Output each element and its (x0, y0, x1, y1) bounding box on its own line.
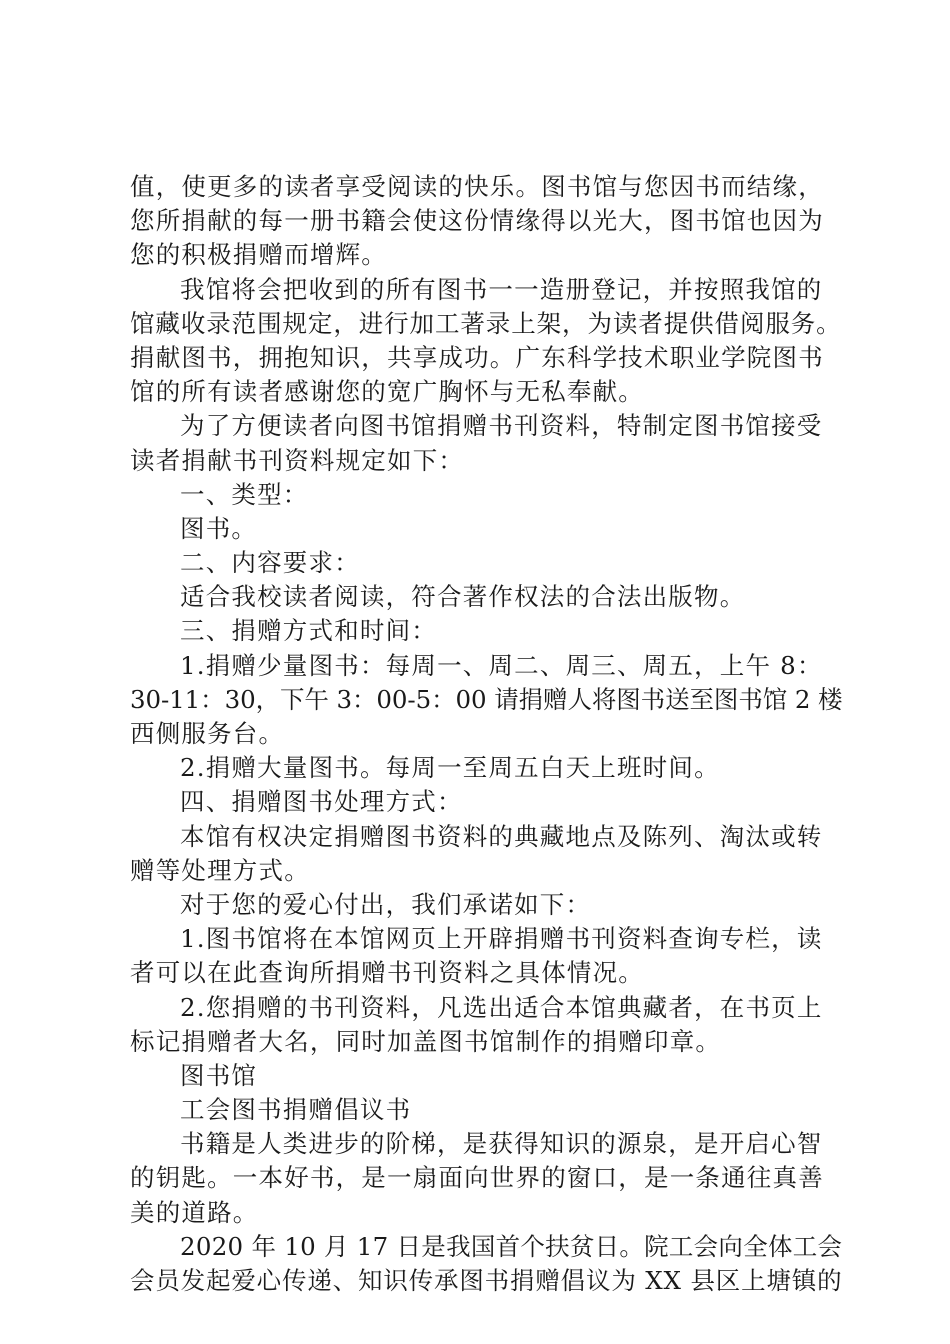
section-heading: 三、捐赠方式和时间： (180, 616, 437, 646)
text-line: 您所捐献的每一册书籍会使这份情缘得以光大，图书馆也因为 (130, 206, 824, 236)
signature-line: 图书馆 (180, 1060, 258, 1090)
text-line: 对于您的爱心付出，我们承诺如下： (180, 889, 592, 919)
list-item: 2.您捐赠的书刊资料，凡选出适合本馆典藏者，在书页上 (180, 992, 823, 1022)
text-line: 本馆有权决定捐赠图书资料的典藏地点及陈列、淘汰或转 (180, 821, 823, 851)
text-line: 我馆将会把收到的所有图书一一造册登记，并按照我馆的 (180, 274, 823, 304)
text-line: 标记捐赠者大名，同时加盖图书馆制作的捐赠印章。 (130, 1026, 722, 1056)
list-item: 1.图书馆将在本馆网页上开辟捐赠书刊资料查询专栏，读 (180, 924, 823, 954)
text-line: 馆的所有读者感谢您的宽广胸怀与无私奉献。 (130, 377, 644, 407)
document-body (130, 170, 843, 1298)
text-line: 您的积极捐赠而增辉。 (130, 240, 387, 270)
text-line: 为了方便读者向图书馆捐赠书刊资料，特制定图书馆接受 (180, 411, 823, 441)
text-line: 2020 年 10 月 17 日是我国首个扶贫日。院工会向全体工会 (180, 1231, 843, 1261)
text-line: 者可以在此查询所捐赠书刊资料之具体情况。 (130, 958, 644, 988)
text-line: 书籍是人类进步的阶梯，是获得知识的源泉，是开启心智 (180, 1129, 823, 1159)
text-line: 西侧服务台。 (130, 719, 285, 748)
text-line: 馆藏收录范围规定，进行加工著录上架，为读者提供借阅服务。 (130, 308, 842, 338)
text-line: 的钥匙。一本好书，是一扇面向世界的窗口，是一条通往真善 (130, 1163, 824, 1193)
text-line: 值，使更多的读者享受阅读的快乐。图书馆与您因书而结缘， (130, 172, 824, 201)
text-line: 读者捐献书刊资料规定如下： (130, 445, 465, 475)
document-title: 工会图书捐赠倡议书 (180, 1095, 412, 1125)
text-line: 赠等处理方式。 (130, 855, 310, 885)
section-heading: 四、捐赠图书处理方式： (180, 787, 463, 817)
text-line: 捐献图书，拥抱知识，共享成功。广东科学技术职业学院图书 (130, 342, 824, 372)
section-heading: 一、类型： (180, 479, 309, 509)
text-line: 适合我校读者阅读，符合著作权法的合法出版物。 (180, 582, 746, 612)
text-line: 30-11：30，下午 3：00-5：00 请捐赠人将图书送至图书馆 2 楼 (130, 684, 843, 714)
text-line: 图书。 (180, 513, 258, 543)
text-line: 会员发起爱心传递、知识传承图书捐赠倡议为 XX 县区上塘镇的 (130, 1266, 843, 1295)
list-item: 1.捐赠少量图书：每周一、周二、周三、周五，上午 8： (180, 650, 823, 680)
list-item: 2.捐赠大量图书。每周一至周五白天上班时间。 (180, 753, 720, 783)
section-heading: 二、内容要求： (180, 548, 360, 578)
text-line: 美的道路。 (130, 1197, 259, 1227)
